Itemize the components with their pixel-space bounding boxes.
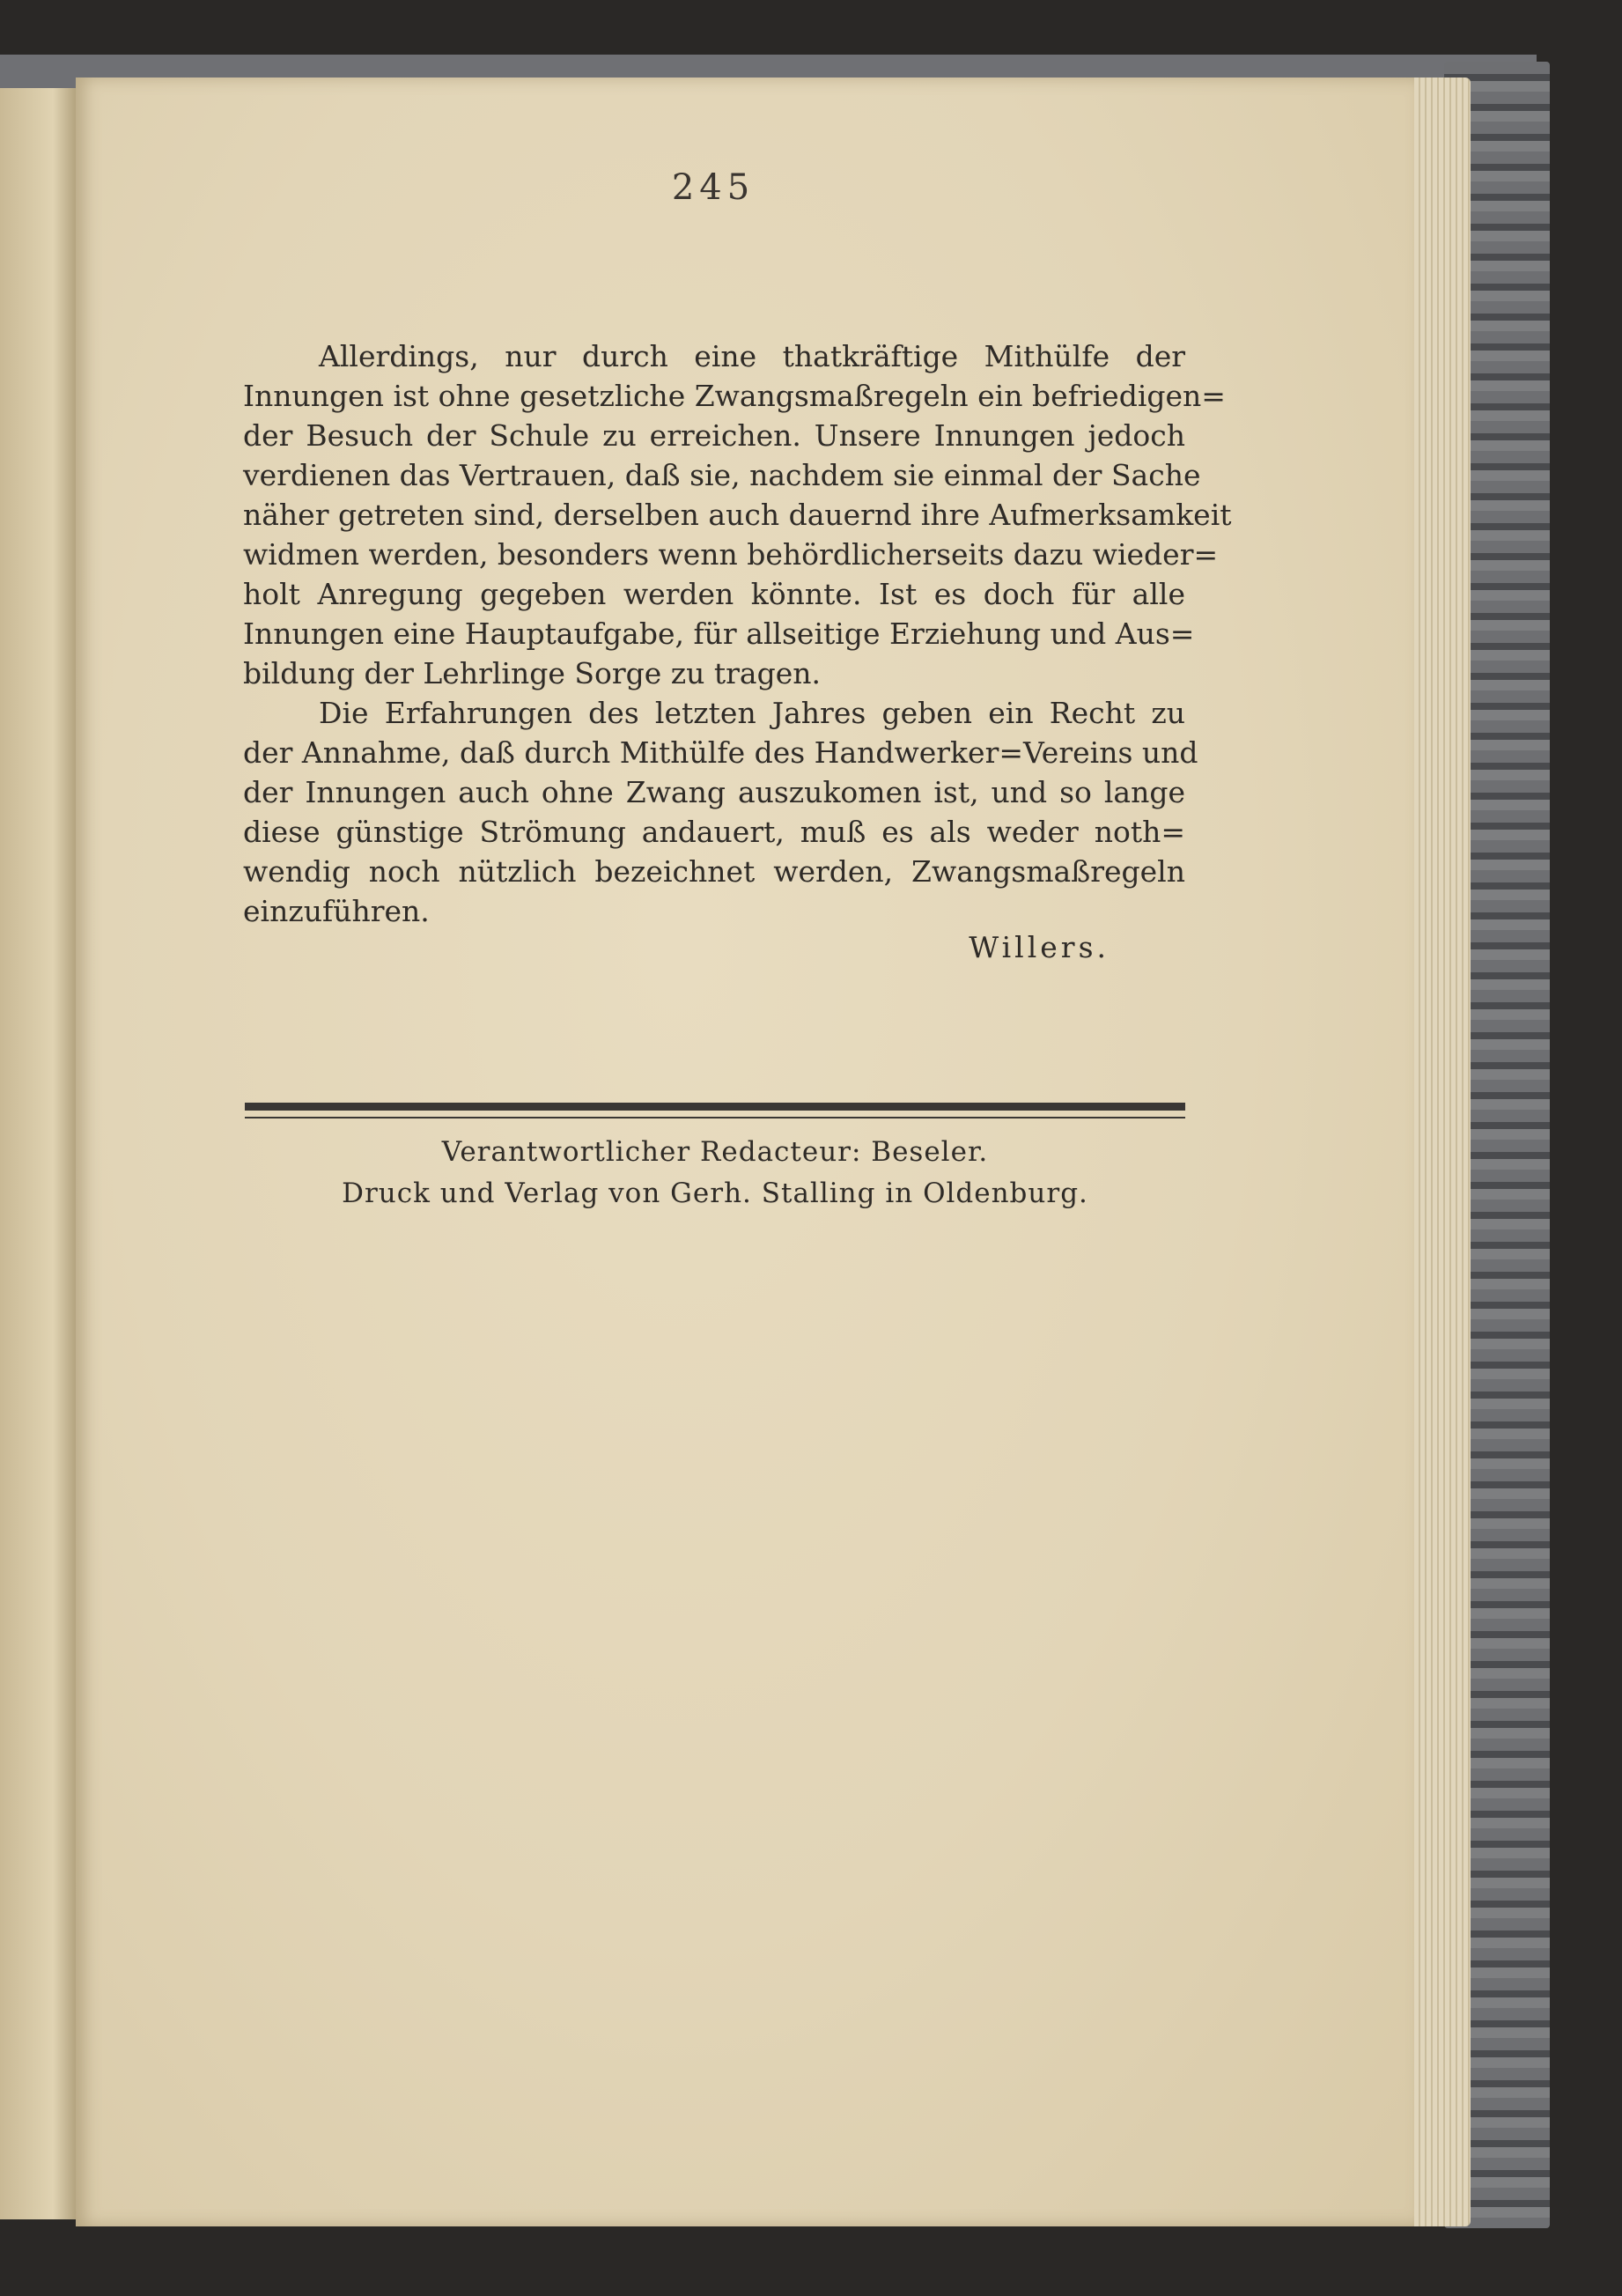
author-signature: Willers. bbox=[969, 930, 1110, 964]
editor-line: Verantwortlicher Redacteur: Beseler. bbox=[441, 1136, 989, 1168]
publisher-line: Druck und Verlag von Gerh. Stalling in Oldenburg. bbox=[342, 1178, 1088, 1209]
text-line: diese günstige Strömung andauert, muß es als weder noth= bbox=[243, 815, 1185, 849]
text-line: bildung der Lehrlinge Sorge zu tragen. bbox=[243, 656, 822, 690]
paragraph-1 bbox=[243, 336, 1232, 693]
left-page-edge bbox=[0, 88, 76, 2219]
text-line: Innungen ist ohne gesetzliche Zwangsmaßregeln ein befriedigen= bbox=[243, 379, 1226, 413]
page-number: 245 bbox=[671, 167, 756, 208]
text-line: Allerdings, nur durch eine thatkräftige Mithülfe der bbox=[319, 339, 1185, 373]
text-line: Die Erfahrungen des letzten Jahres geben ein Recht zu bbox=[319, 696, 1185, 730]
text-line: der Besuch der Schule zu erreichen. Unsere Innungen jedoch bbox=[243, 418, 1185, 453]
text-line: wendig noch nützlich bezeichnet werden, Zwangsmaßregeln bbox=[243, 854, 1185, 889]
text-line: Innungen eine Hauptaufgabe, für allseitige Erziehung und Aus= bbox=[243, 616, 1195, 651]
divider-thin bbox=[245, 1117, 1185, 1118]
divider-thick bbox=[245, 1103, 1185, 1111]
text-line: einzuführen. bbox=[243, 894, 430, 928]
text-line: widmen werden, besonders wenn behördlicherseits dazu wieder= bbox=[243, 537, 1219, 572]
text-line: der Innungen auch ohne Zwang auszukomen ist, und so lange bbox=[243, 775, 1185, 809]
text-line: näher getreten sind, derselben auch dauernd ihre Aufmerksamkeit bbox=[243, 498, 1232, 532]
text-line: verdienen das Vertrauen, daß sie, nachdem sie einmal der Sache bbox=[243, 458, 1201, 492]
text-line: der Annahme, daß durch Mithülfe des Handwerker=Vereins und bbox=[243, 735, 1198, 770]
paragraph-2 bbox=[243, 693, 1198, 931]
body-text bbox=[243, 336, 1232, 931]
text-line: holt Anregung gegeben werden könnte. Ist es doch für alle bbox=[243, 577, 1185, 611]
